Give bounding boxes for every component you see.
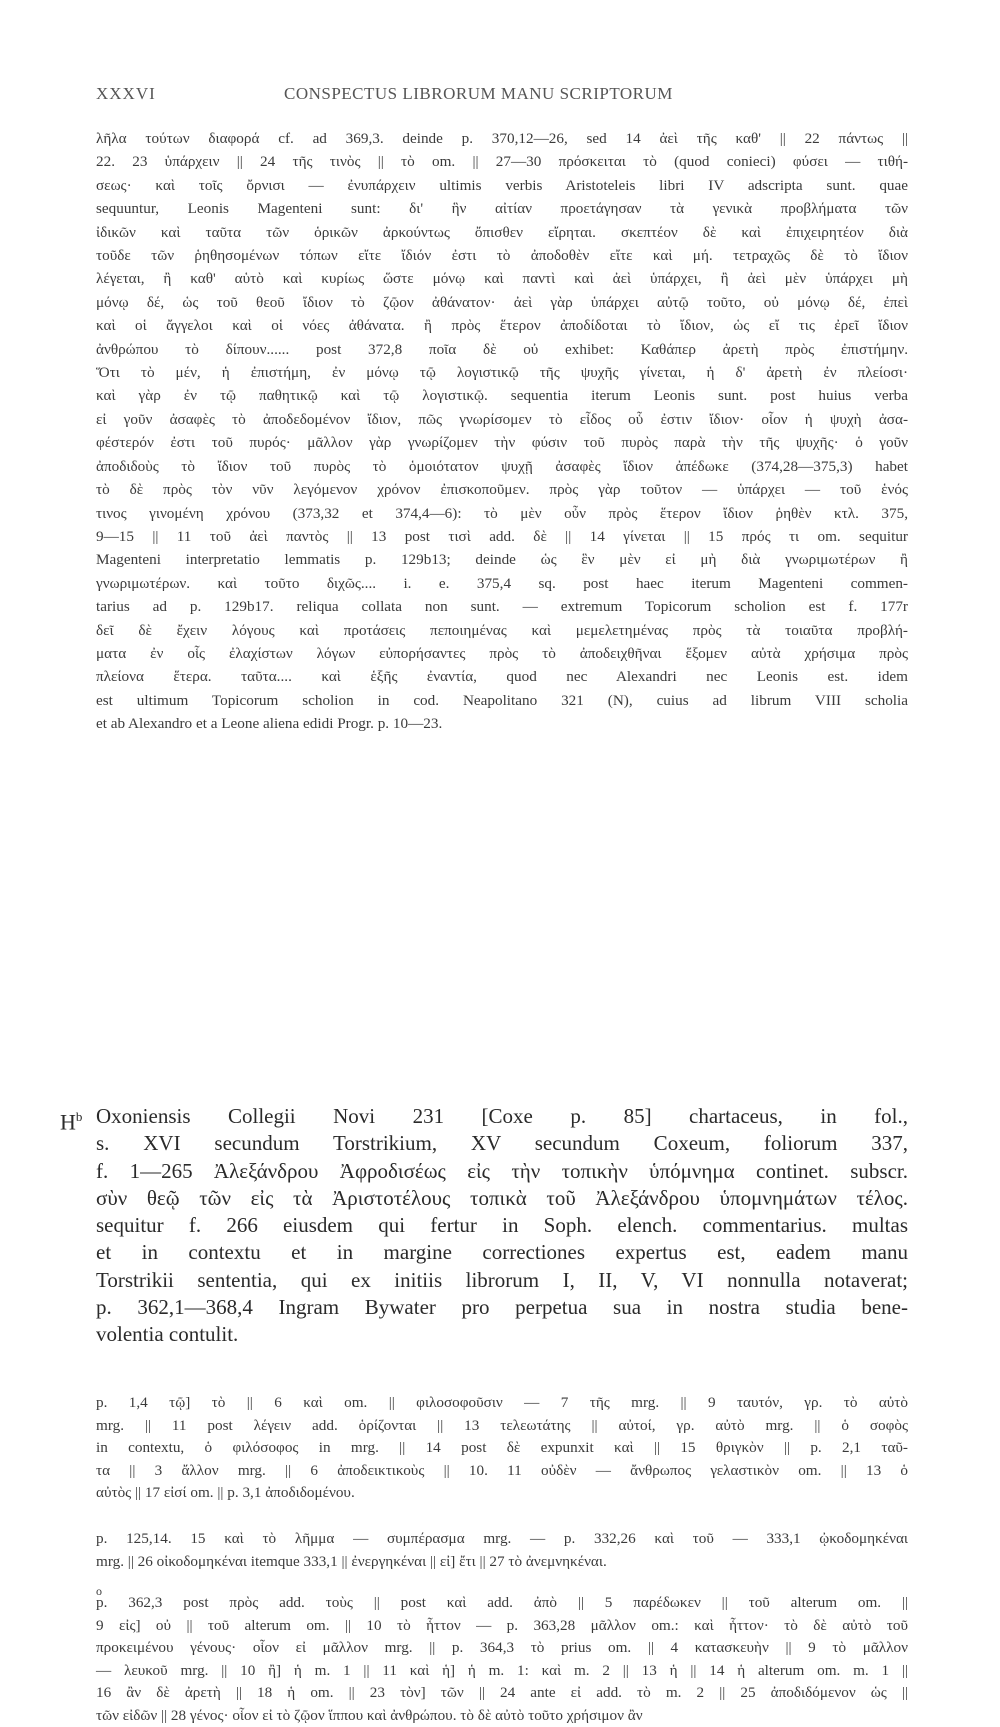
text-line: φέστερόν ἐστι τοῦ πυρός· μᾶλλον γὰρ γνωρίζομεν τὴν φύσιν τοῦ πυρὸς παρὰ τὴν τῆς ψυχῆς· ὁ γοῦν bbox=[96, 431, 908, 454]
line-text: volentia contulit. bbox=[96, 1322, 238, 1346]
text-line: πλείονα ἕτερα. ταῦτα.... καὶ ἑξῆς ἐναντία, quod nec Alexandri nec Leonis est. idem bbox=[96, 665, 908, 688]
text-line: ἰδικῶν καὶ ταῦτα τῶν ὁρικῶν ἀρκούντως ὄπισθεν εἴρηται. σκεπτέον δὲ καὶ ἐπιχειρητέον διὰ bbox=[96, 221, 908, 244]
text-line: mrg. || 26 οἰκοδομηκέναι itemque 333,1 || ἐνεργηκέναι || εἰ] ἔτι || 27 τὸ ἀνεμνηκέναι. bbox=[96, 1551, 908, 1574]
superscript-mark: ο bbox=[96, 1580, 102, 1603]
text-line bbox=[96, 1267, 908, 1294]
text-line: ἀποδιδοὺς τὸ ἴδιον τοῦ πυρὸς τὸ ὁμοιότατον ψυχῇ ἀσαφὲς ἴδιον ἀπέδωκε (374,28—375,3) habet bbox=[96, 455, 908, 478]
collation-notes-2 bbox=[96, 1528, 908, 1573]
text-line: p. 125,14. 15 καὶ τὸ λῆμμα — συμπέρασμα mrg. — p. 332,26 καὶ τοῦ — 333,1 ᾠκοδομηκέναι bbox=[96, 1528, 908, 1551]
manuscript-siglum bbox=[60, 1103, 82, 1136]
text-line: τινος γινομένη χρόνου (373,32 et 374,4—6): τὸ μὲν οὖν πρὸς ἕτερον ἴδιον ῥηθὲν κτλ. 375, bbox=[96, 502, 908, 525]
text-line: σεως· καὶ τοῖς ὄρνισι — ἐνυπάρχειν ultimis verbis Aristoteleis libri IV adscripta sunt. quae bbox=[96, 174, 908, 197]
text-line: 16 ἂν δὲ ἀρετὴ || 18 ἡ om. || 23 τὸν] τῶν || 24 ante εἰ add. τὸ m. 2 || 25 ἀποδιδόμενον ὡς || bbox=[96, 1682, 908, 1705]
text-line: in contextu, ὁ φιλόσοφος in mrg. || 14 post δὲ expunxit καὶ || 15 θριγκὸν || p. 2,1 ταῦ- bbox=[96, 1437, 908, 1460]
text-line bbox=[96, 1103, 908, 1130]
text-line: καὶ γὰρ ἐν τῷ παθητικῷ καὶ τῷ λογιστικῷ. sequentia iterum Leonis sunt. post huius verba bbox=[96, 384, 908, 407]
line-text: σὺν θεῷ τῶν εἰς τὰ Ἀριστοτέλους τοπικὰ τοῦ Ἀλεξάνδρου ὑπομνημάτων τέλος. bbox=[96, 1186, 908, 1210]
text-line: 9 εἰς] οὐ || τοῦ alterum om. || 10 τὸ ἧττον — p. 363,28 μᾶλλον om.: καὶ ἧττον· τὸ δὲ αὐτὸ τοῦ bbox=[96, 1615, 908, 1638]
text-line: ἀνθρώπου τὸ δίπουν...... post 372,8 ποῖα δὲ οὐ exhibet: Καθάπερ ἀρετὴ πρὸς ἐπιστήμην. bbox=[96, 338, 908, 361]
text-line bbox=[96, 1321, 908, 1348]
text-line: mrg. || 11 post λέγειν add. ὁρίζονται || 13 τελεωτάτης || αὐτοί, γρ. αὐτὸ mrg. || ὁ σοφὸς bbox=[96, 1415, 908, 1438]
text-line: tarius ad p. 129b17. reliqua collata non sunt. — extremum Topicorum scholion est f. 177r bbox=[96, 595, 908, 618]
line-text: p. 362,1—368,4 Ingram Bywater pro perpetua sua in nostra studia bene- bbox=[96, 1295, 908, 1319]
running-head bbox=[96, 84, 908, 108]
text-line: Ὅτι τὸ μέν, ἡ ἐπιστήμη, ἐν μόνῳ τῷ λογιστικῷ τῆς ψυχῆς γίνεται, ἡ δ' ἀρετὴ ἐν πλείοσι· bbox=[96, 361, 908, 384]
text-line bbox=[96, 1212, 908, 1239]
text-line: καὶ οἱ ἄγγελοι καὶ οἱ νόες ἀθάνατα. ἢ πρὸς ἕτερον ἀποδίδοται τὸ ἴδιον, ὡς εἴ τις ἐρεῖ ἴδιον bbox=[96, 314, 908, 337]
text-line: 22. 23 ὑπάρχειν || 24 τῆς τινὸς || τὸ om. || 27—30 πρόσκειται τὸ (quod conieci) φύσει — τιθή- bbox=[96, 150, 908, 173]
line-text: Torstrikii sententia, qui ex initiis librorum I, II, V, VI nonnulla notaverat; bbox=[96, 1268, 908, 1292]
text-line: est ultimum Topicorum scholion in cod. Neapolitano 321 (N), cuius ad librum VIII scholia bbox=[96, 689, 908, 712]
text-line: — λευκοῦ mrg. || 10 ἢ] ἡ m. 1 || 11 καὶ ἡ] ἡ m. 1: καὶ m. 2 || 13 ἡ || 14 ἡ alterum om. m. 1 || bbox=[96, 1660, 908, 1683]
running-title: CONSPECTUS LIBRORUM MANU SCRIPTORUM bbox=[284, 84, 673, 104]
text-line: γνωριμωτέρων. καὶ τοῦτο διχῶς.... i. e. 375,4 sq. post haec iterum Magenteni commen- bbox=[96, 572, 908, 595]
manuscript-description bbox=[96, 1103, 908, 1349]
text-line bbox=[96, 1130, 908, 1157]
siglum-superscript: b bbox=[76, 1109, 83, 1124]
collation-notes-1 bbox=[96, 1392, 908, 1505]
text-line: αὐτὸς || 17 εἰσί om. || p. 3,1 ἀποδιδομένου. bbox=[96, 1482, 908, 1505]
text-line bbox=[96, 1239, 908, 1266]
line-text: et in contextu et in margine correctiones expertus est, eadem manu bbox=[96, 1240, 908, 1264]
text-line: Magenteni interpretatio lemmatis p. 129b13; deinde ὡς ἓν μὲν εἰ μὴ διὰ γνωριμωτέρων ἢ bbox=[96, 548, 908, 571]
line-text: f. 1—265 Ἀλεξάνδρου Ἀφροδισέως εἰς τὴν τοπικὴν ὑπόμνημα continet. subscr. bbox=[96, 1159, 908, 1183]
text-line: εἰ γοῦν ἀσαφὲς τὸ ἀποδεδομένον ἴδιον, πῶς γνωρίσομεν τὸ εἶδος οὗ ἐστιν ἴδιον· οἷον ἡ ψυχὴ ἀσα- bbox=[96, 408, 908, 431]
text-line bbox=[96, 1158, 908, 1185]
text-line: p. 362,3 post πρὸς add. τοὺς || post καὶ add. ἀπὸ || 5 παρέδωκεν || τοῦ alterum om. || bbox=[96, 1592, 908, 1615]
line-text: s. XVI secundum Torstrikium, XV secundum Coxeum, foliorum 337, bbox=[96, 1131, 908, 1155]
text-line: προκειμένου γένους· οἷον εἰ μᾶλλον mrg. || p. 364,3 τὸ prius om. || 4 κατασκευὴν || 9 τὸ μᾶλλον bbox=[96, 1637, 908, 1660]
collation-notes-3 bbox=[96, 1592, 908, 1727]
siglum-letter: H bbox=[60, 1109, 76, 1134]
text-line: τοῦδε τῶν ῥηθησομένων τόπων εἴτε ἴδιόν ἐστι τὸ ἀποδοθὲν εἴτε καὶ μή. τετραχῶς δὲ τὸ ἴδιον bbox=[96, 244, 908, 267]
text-line: 9—15 || 11 τοῦ ἀεὶ παντὸς || 13 post τισὶ add. δὲ || 14 γίνεται || 15 πρός τι om. sequitur bbox=[96, 525, 908, 548]
text-line: λέγεται, ἢ καθ' αὑτὸ καὶ κυρίως ὥστε μόνῳ καὶ παντὶ καὶ ἀεὶ ὑπάρχει, ἢ ἀεὶ μὲν ὑπάρχει μὴ bbox=[96, 267, 908, 290]
text-line: δεῖ δὲ ἔχειν λόγους καὶ προτάσεις πεποιημένας καὶ μεμελετημένας πρὸς τὰ τοιαῦτα προβλή- bbox=[96, 619, 908, 642]
text-line bbox=[96, 1294, 908, 1321]
text-line bbox=[96, 1185, 908, 1212]
text-line: τῶν εἰδῶν || 28 γένος· οἷον εἰ τὸ ζῷον ἵππου καὶ ἀνθρώπου. τὸ δὲ αὐτὸ τοῦτο χρήσιμον ἂν bbox=[96, 1705, 908, 1727]
text-line: μόνῳ δέ, ὡς τοῦ θεοῦ ἴδιον τὸ ζῷον ἀθάνατον· ἀεὶ γὰρ ὑπάρχει αὐτῷ τοῦτο, οὐ μόνῳ δέ, ἐπεὶ bbox=[96, 291, 908, 314]
text-line: sequuntur, Leonis Magenteni sunt: δι' ἣν αἰτίαν προετάγησαν τὰ γενικὰ προβλήματα τῶν bbox=[96, 197, 908, 220]
intro-apparatus bbox=[96, 127, 908, 736]
text-line: et ab Alexandro et a Leone aliena edidi Progr. p. 10—23. bbox=[96, 712, 908, 735]
text-line: τα || 3 ἄλλον mrg. || 6 ἀποδεικτικοὺς || 10. 11 οὐδὲν — ἄνθρωπος γελαστικὸν om. || 13 ὁ bbox=[96, 1460, 908, 1483]
text-line: ματα ἐν οἷς ἐλαχίστων λόγων εὐπορήσαντες πρὸς τὸ ἀποδειχθῆναι ἕξομεν αὐτὰ χρήσιμα πρὸς bbox=[96, 642, 908, 665]
text-line: p. 1,4 τῷ] τὸ || 6 καὶ om. || φιλοσοφοῦσιν — 7 τῆς mrg. || 9 ταυτόν, γρ. τὸ αὐτὸ bbox=[96, 1392, 908, 1415]
page-number: XXXVI bbox=[96, 84, 156, 104]
text-line: τὸ δὲ πρὸς τὸν νῦν λεγόμενον χρόνον ἐπισκοποῦμεν. πρὸς γὰρ τοῦτον — ὑπάρχει — τοῦ ἑνός bbox=[96, 478, 908, 501]
text-line: λῆλα τούτων διαφορά cf. ad 369,3. deinde p. 370,12—26, sed 14 ἀεὶ τῆς καθ' || 22 πάντως || bbox=[96, 127, 908, 150]
line-text: Oxoniensis Collegii Novi 231 [Coxe p. 85] chartaceus, in fol., bbox=[96, 1104, 908, 1128]
line-text: sequitur f. 266 eiusdem qui fertur in Soph. elench. commentarius. multas bbox=[96, 1213, 908, 1237]
